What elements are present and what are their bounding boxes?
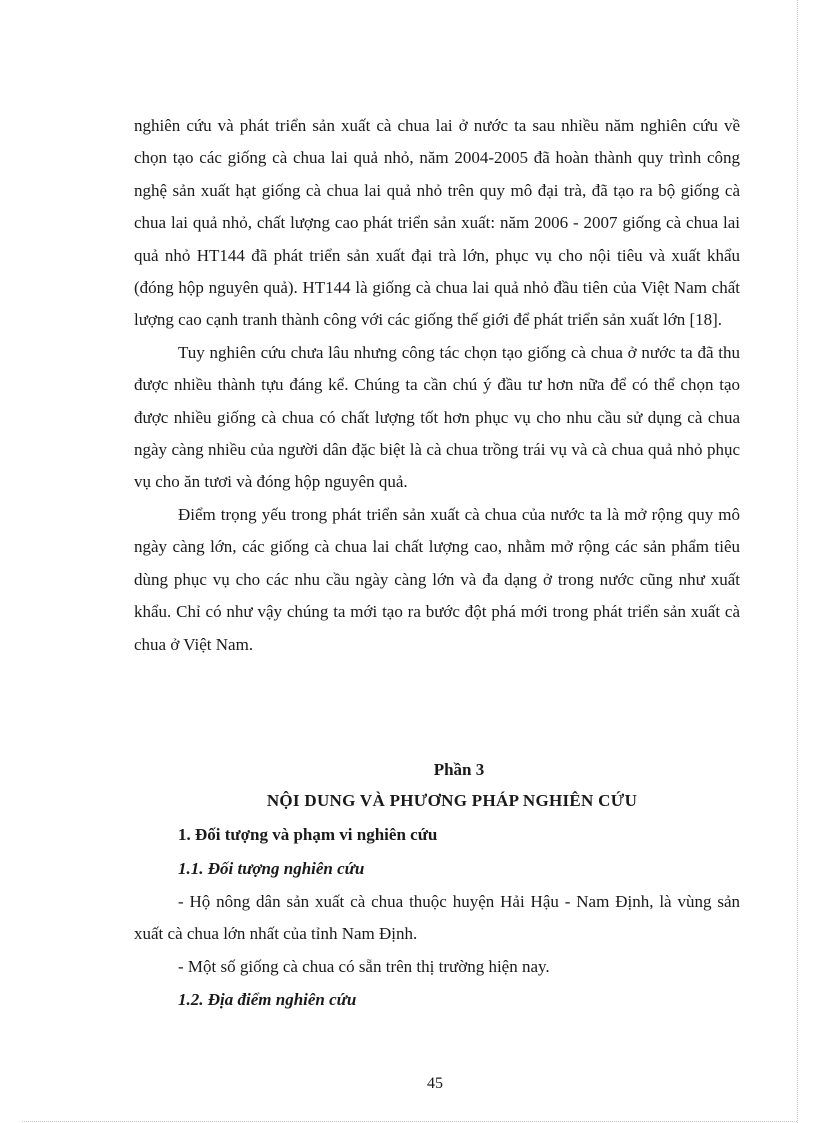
paragraph-continuation: nghiên cứu và phát triển sản xuất cà chua lai ở nước ta sau nhiều năm nghiên cứu về chọn tạo các giống cà chua lai quả nhỏ, năm 2004-2005 đã hoàn thành quy trình công nghệ sản xuất hạt giống cà chua lai quả nhỏ trên quy mô đại trà, đã tạo ra bộ giống cà chua lai quả nhỏ, chất lượng cao phát triển sản xuất: năm 2006 - 2007 giống cà chua lai quả nhỏ HT144 đã phát triển sản xuất đại trà lớn, phục vụ cho nội tiêu và xuất khẩu (đóng hộp nguyên quả). HT144 là giống cà chua lai quả nhỏ đầu tiên của Việt Nam chất lượng cao cạnh tranh thành công với các giống thế giới để phát triển sản xuất lớn [18].: [134, 116, 740, 330]
body-text: [134, 110, 740, 661]
paragraph-key-point: Điểm trọng yếu trong phát triển sản xuất cà chua của nước ta là mở rộng quy mô ngày càng lớn, các giống cà chua lai chất lượng cao, nhằm mở rộng các sản phẩm tiêu dùng phục vụ cho các nhu cầu ngày càng lớn và đa dạng ở trong nước cũng như xuất khẩu. Chỉ có như vậy chúng ta mới tạo ra bước đột phá mới trong phát triển sản xuất cà chua ở Việt Nam.: [134, 504, 740, 654]
heading-research-objects: 1.1. Đối tượng nghiên cứu: [178, 859, 365, 878]
heading-research-location: 1.2. Địa điểm nghiên cứu: [178, 990, 357, 1010]
section-title: NỘI DUNG VÀ PHƯƠNG PHÁP NGHIÊN CỨU: [266, 791, 638, 810]
list-item: - Một số giống cà chua có sẵn trên thị trường hiện nay.: [178, 956, 550, 976]
heading-objects-scope: 1. Đối tượng và phạm vi nghiên cứu: [178, 825, 438, 844]
paragraph-selection-progress: Tuy nghiên cứu chưa lâu nhưng công tác chọn tạo giống cà chua ở nước ta đã thu được nhiều thành tựu đáng kể. Chúng ta cần chú ý đầu tư hơn nữa để có thể chọn tạo được nhiều giống cà chua có chất lượng tốt hơn phục vụ cho nhu cầu sử dụng cà chua ngày càng nhiều của người dân đặc biệt là cà chua trồng trái vụ và cà chua quả nhỏ phục vụ cho ăn tươi và đóng hộp nguyên quả.: [134, 342, 740, 492]
list-item: - Hộ nông dân sản xuất cà chua thuộc huyện Hải Hậu - Nam Định, là vùng sản xuất cà chua lớn nhất của tỉnh Nam Định.: [134, 892, 740, 944]
section-block: [134, 756, 740, 1017]
section-label: Phần 3: [433, 760, 485, 779]
page-border-bottom: [22, 1121, 797, 1122]
page-number: 45: [427, 1075, 443, 1092]
page-border-right: [797, 0, 798, 1123]
